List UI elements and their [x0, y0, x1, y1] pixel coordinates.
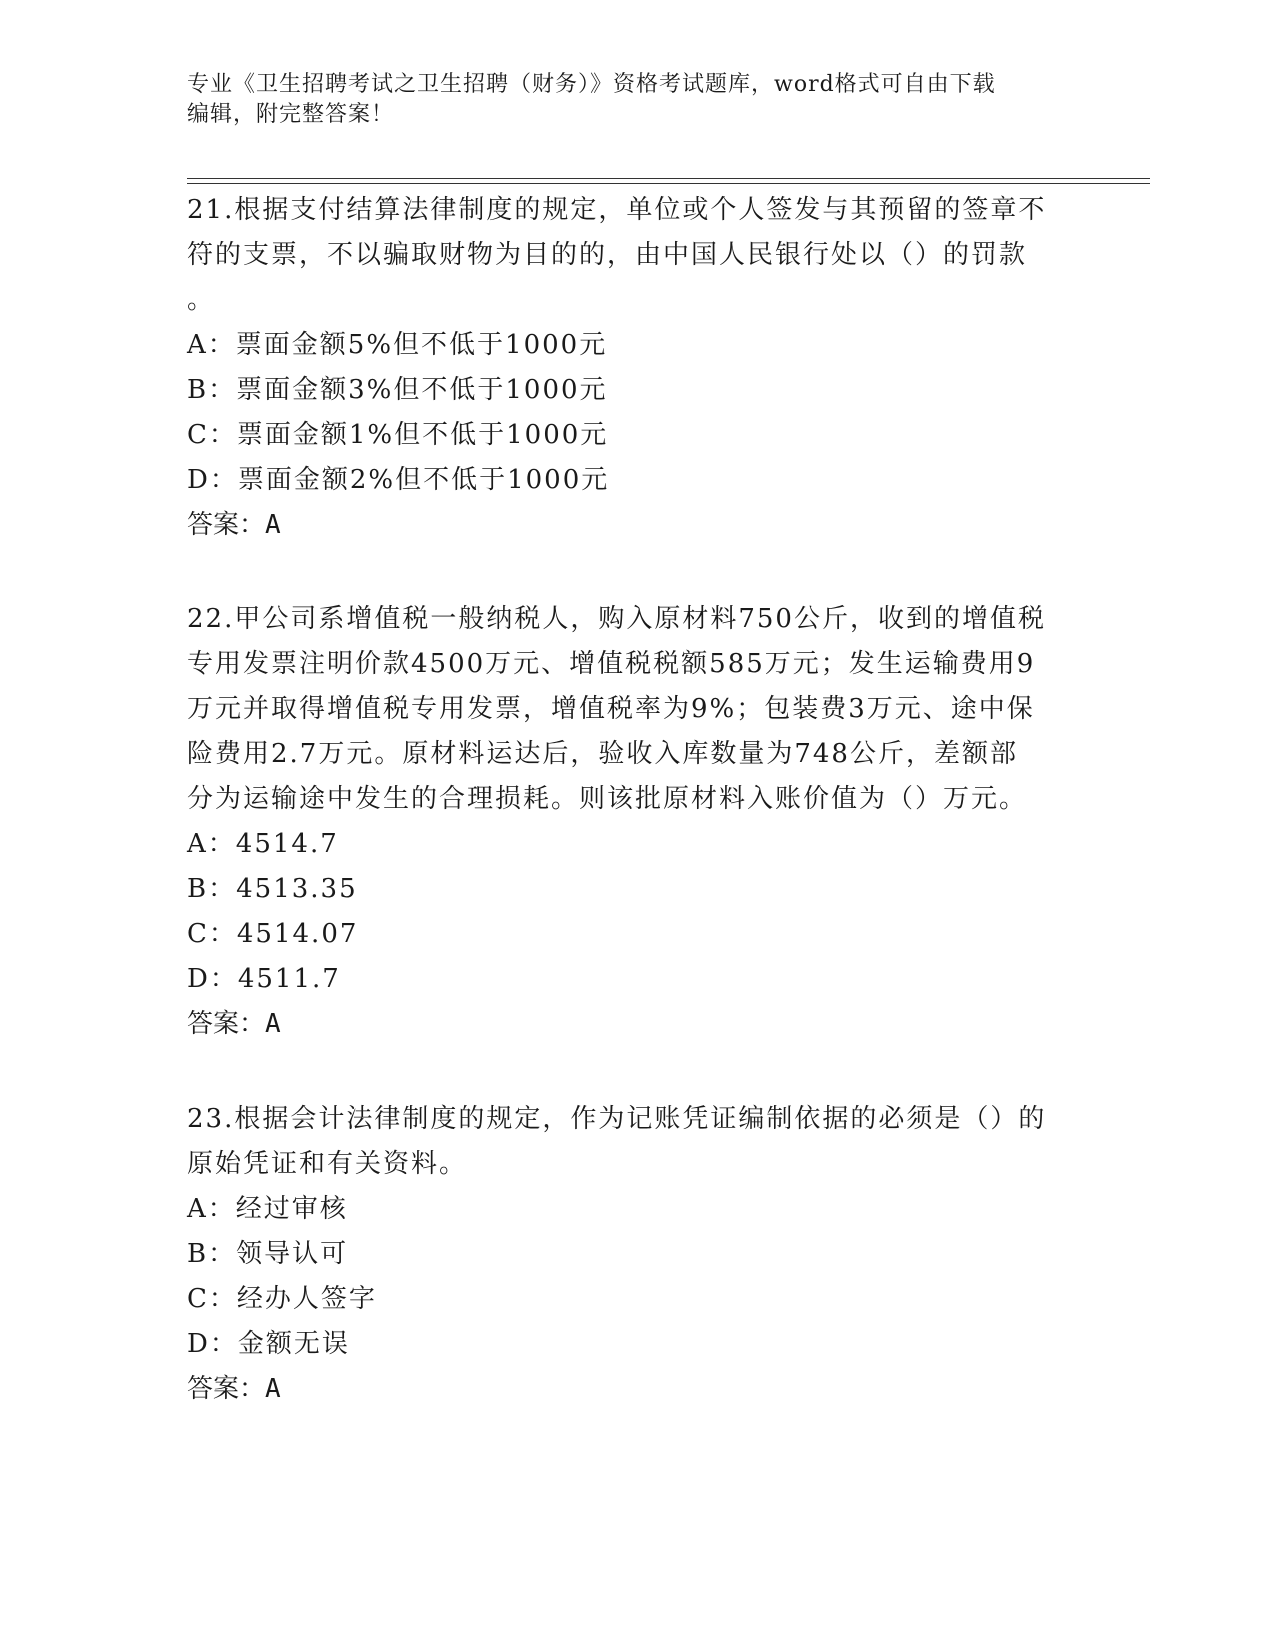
question-stem-line: 符的支票，不以骗取财物为目的的，由中国人民银行处以（）的罚款: [187, 240, 1028, 270]
header-title-line: 专业《卫生招聘考试之卫生招聘（财务）》资格考试题库，word格式可自由下载: [187, 72, 996, 97]
option-b: B：领导认可: [187, 1239, 349, 1269]
question-23: [187, 1097, 1087, 1412]
question-stem-line: 。: [187, 285, 216, 315]
document-header: [187, 70, 1067, 130]
option-c: C：经办人签字: [187, 1284, 377, 1314]
answer-line: 答案：A: [187, 1374, 281, 1404]
question-stem-line: 万元并取得增值税专用发票，增值税率为9%；包装费3万元、途中保: [187, 694, 1035, 724]
option-d: D：金额无误: [187, 1329, 350, 1359]
question-stem-line: 23.根据会计法律制度的规定，作为记账凭证编制依据的必须是（）的: [187, 1104, 1047, 1134]
option-c: C：4514.07: [187, 919, 359, 949]
option-d: D：票面金额2%但不低于1000元: [187, 465, 610, 495]
question-stem: [187, 1097, 1087, 1187]
header-title-line: 编辑，附完整答案！: [187, 102, 395, 127]
question-stem-line: 险费用2.7万元。原材料运达后，验收入库数量为748公斤，差额部: [187, 739, 1018, 769]
question-stem-line: 21.根据支付结算法律制度的规定，单位或个人签发与其预留的签章不: [187, 195, 1047, 225]
question-22: [187, 597, 1087, 1047]
answer-line: 答案：A: [187, 1009, 281, 1039]
answer-line: 答案：A: [187, 510, 281, 540]
option-a: A：4514.7: [187, 829, 339, 859]
question-stem-line: 原始凭证和有关资料。: [187, 1149, 468, 1179]
header-divider: [187, 178, 1150, 179]
option-b: B：票面金额3%但不低于1000元: [187, 375, 608, 405]
question-stem: [187, 597, 1087, 822]
question-stem-line: 分为运输途中发生的合理损耗。则该批原材料入账价值为（）万元。: [187, 784, 1028, 814]
question-stem: [187, 188, 1087, 323]
option-a: A：票面金额5%但不低于1000元: [187, 330, 608, 360]
question-21: [187, 188, 1087, 548]
option-a: A：经过审核: [187, 1194, 348, 1224]
option-b: B：4513.35: [187, 874, 358, 904]
option-d: D：4511.7: [187, 964, 341, 994]
header-divider: [187, 183, 1150, 184]
question-stem-line: 专用发票注明价款4500万元、增值税税额585万元；发生运输费用9: [187, 649, 1036, 679]
option-c: C：票面金额1%但不低于1000元: [187, 420, 609, 450]
question-stem-line: 22.甲公司系增值税一般纳税人，购入原材料750公斤，收到的增值税: [187, 604, 1046, 634]
